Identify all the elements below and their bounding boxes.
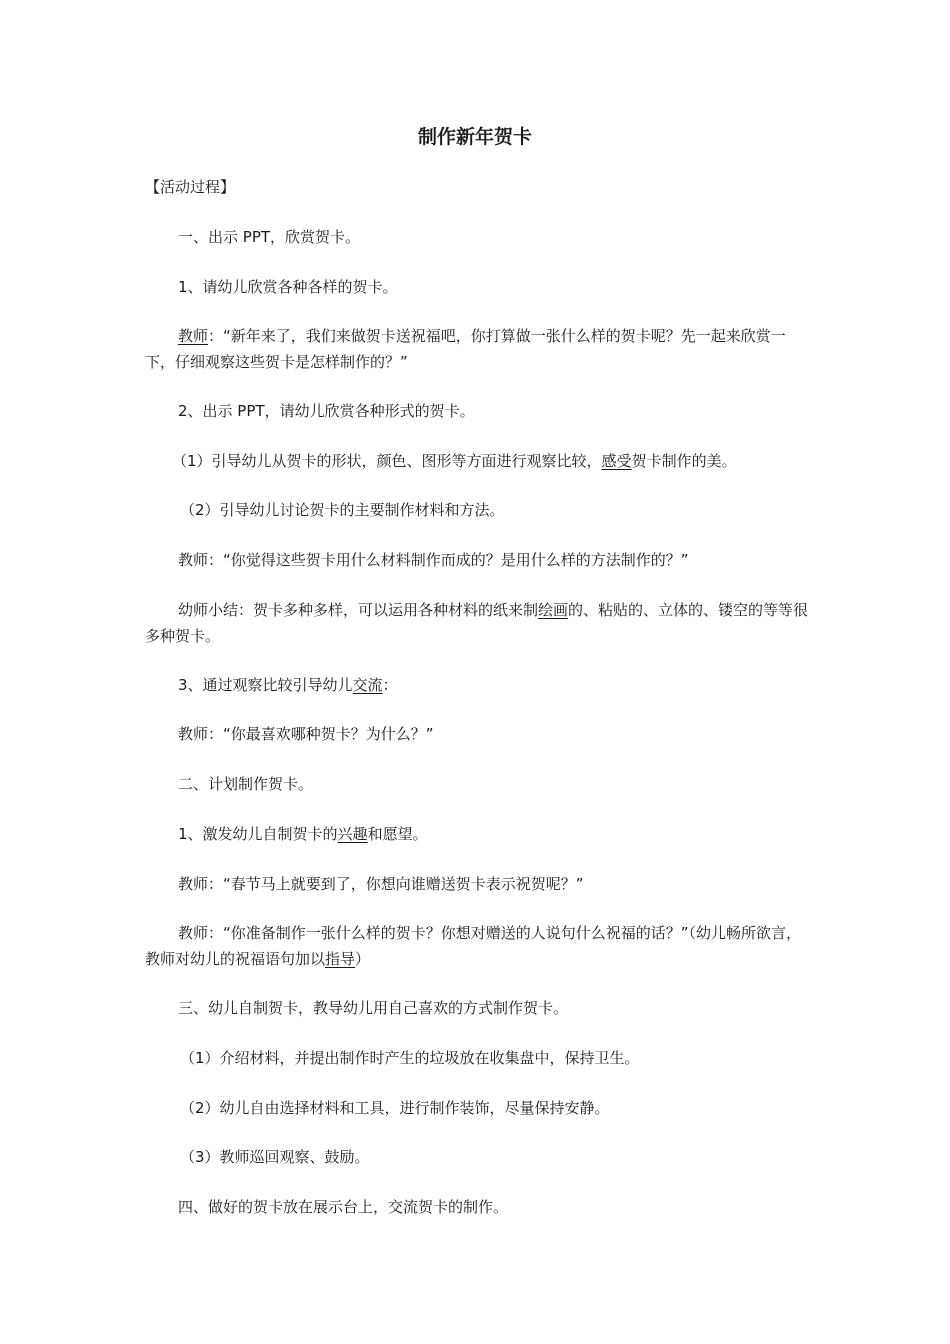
step-1-2-1 <box>172 448 737 474</box>
teacher-quote-1-text: ：“新年来了，我们来做贺卡送祝福吧，你打算做一张什么样的贺卡呢？先一起来欣赏一下，仔细观察这些贺卡是怎样制作的？” <box>145 327 786 371</box>
teacher-quote-3: 教师：“你最喜欢哪种贺卡？为什么？” <box>178 725 434 743</box>
step-3-3: （3）教师巡回观察、鼓励。 <box>180 1148 370 1166</box>
step-1-1: 1、请幼儿欣赏各种各样的贺卡。 <box>178 278 398 296</box>
link-huihua[interactable]: 绘画 <box>538 601 569 619</box>
step-2-1-text: 1、激发幼儿自制贺卡的 <box>178 825 338 843</box>
link-ganshou[interactable]: 感受 <box>601 452 632 470</box>
teacher-quote-1 <box>145 323 810 375</box>
link-xingqu[interactable]: 兴趣 <box>337 825 368 843</box>
teacher-quote-5 <box>145 920 810 972</box>
link-zhidao[interactable]: 指导 <box>325 950 356 968</box>
teacher-label-link[interactable]: 教师 <box>178 327 209 345</box>
step-1-2: 2、出示 PPT，请幼儿欣赏各种形式的贺卡。 <box>178 402 475 420</box>
link-jiaoliu[interactable]: 交流 <box>352 676 383 694</box>
step-1-2-1-text: （1）引导幼儿从贺卡的形状，颜色、图形等方面进行观察比较， <box>172 452 602 470</box>
step-1-3 <box>178 672 398 698</box>
step-3-1: （1）介绍材料，并提出制作时产生的垃圾放在收集盘中，保持卫生。 <box>180 1049 640 1067</box>
teacher-summary <box>145 597 810 649</box>
step-2-heading: 二、计划制作贺卡。 <box>178 775 314 793</box>
teacher-quote-4: 教师：“春节马上就要到了，你想向谁赠送贺卡表示祝贺呢？” <box>178 875 584 893</box>
step-2-1-tail: 和愿望。 <box>367 825 428 843</box>
summary-tail: 的、粘贴的、立体的、镂空的等等很多种贺卡。 <box>145 601 809 645</box>
document-title: 制作新年贺卡 <box>417 126 532 148</box>
step-3-heading: 三、幼儿自制贺卡，教导幼儿用自己喜欢的方式制作贺卡。 <box>178 999 569 1017</box>
teacher-quote-5-tail: ） <box>355 950 371 968</box>
section-label: 【活动过程】 <box>145 178 236 196</box>
step-1-2-2: （2）引导幼儿讨论贺卡的主要制作材料和方法。 <box>180 501 505 519</box>
teacher-quote-2: 教师：“你觉得这些贺卡用什么材料制作而成的？是用什么样的方法制作的？” <box>178 551 689 569</box>
step-3-2: （2）幼儿自由选择材料和工具，进行制作装饰，尽量保持安静。 <box>180 1099 610 1117</box>
step-4-heading: 四、做好的贺卡放在展示台上，交流贺卡的制作。 <box>178 1198 509 1216</box>
step-1-2-1-tail: 贺卡制作的美。 <box>631 452 737 470</box>
step-1-heading: 一、出示 PPT，欣赏贺卡。 <box>178 228 361 246</box>
step-1-3-text: 3、通过观察比较引导幼儿 <box>178 676 353 694</box>
summary-text: 幼师小结：贺卡多种多样，可以运用各种材料的纸来制 <box>178 601 539 619</box>
step-1-3-tail: ： <box>382 676 398 694</box>
teacher-quote-5-text: 教师：“你准备制作一张什么样的贺卡？你想对赠送的人说句什么祝福的话？”（幼儿畅所欲言，教师对幼儿的祝福语句加以 <box>145 924 802 968</box>
step-2-1 <box>178 821 428 847</box>
